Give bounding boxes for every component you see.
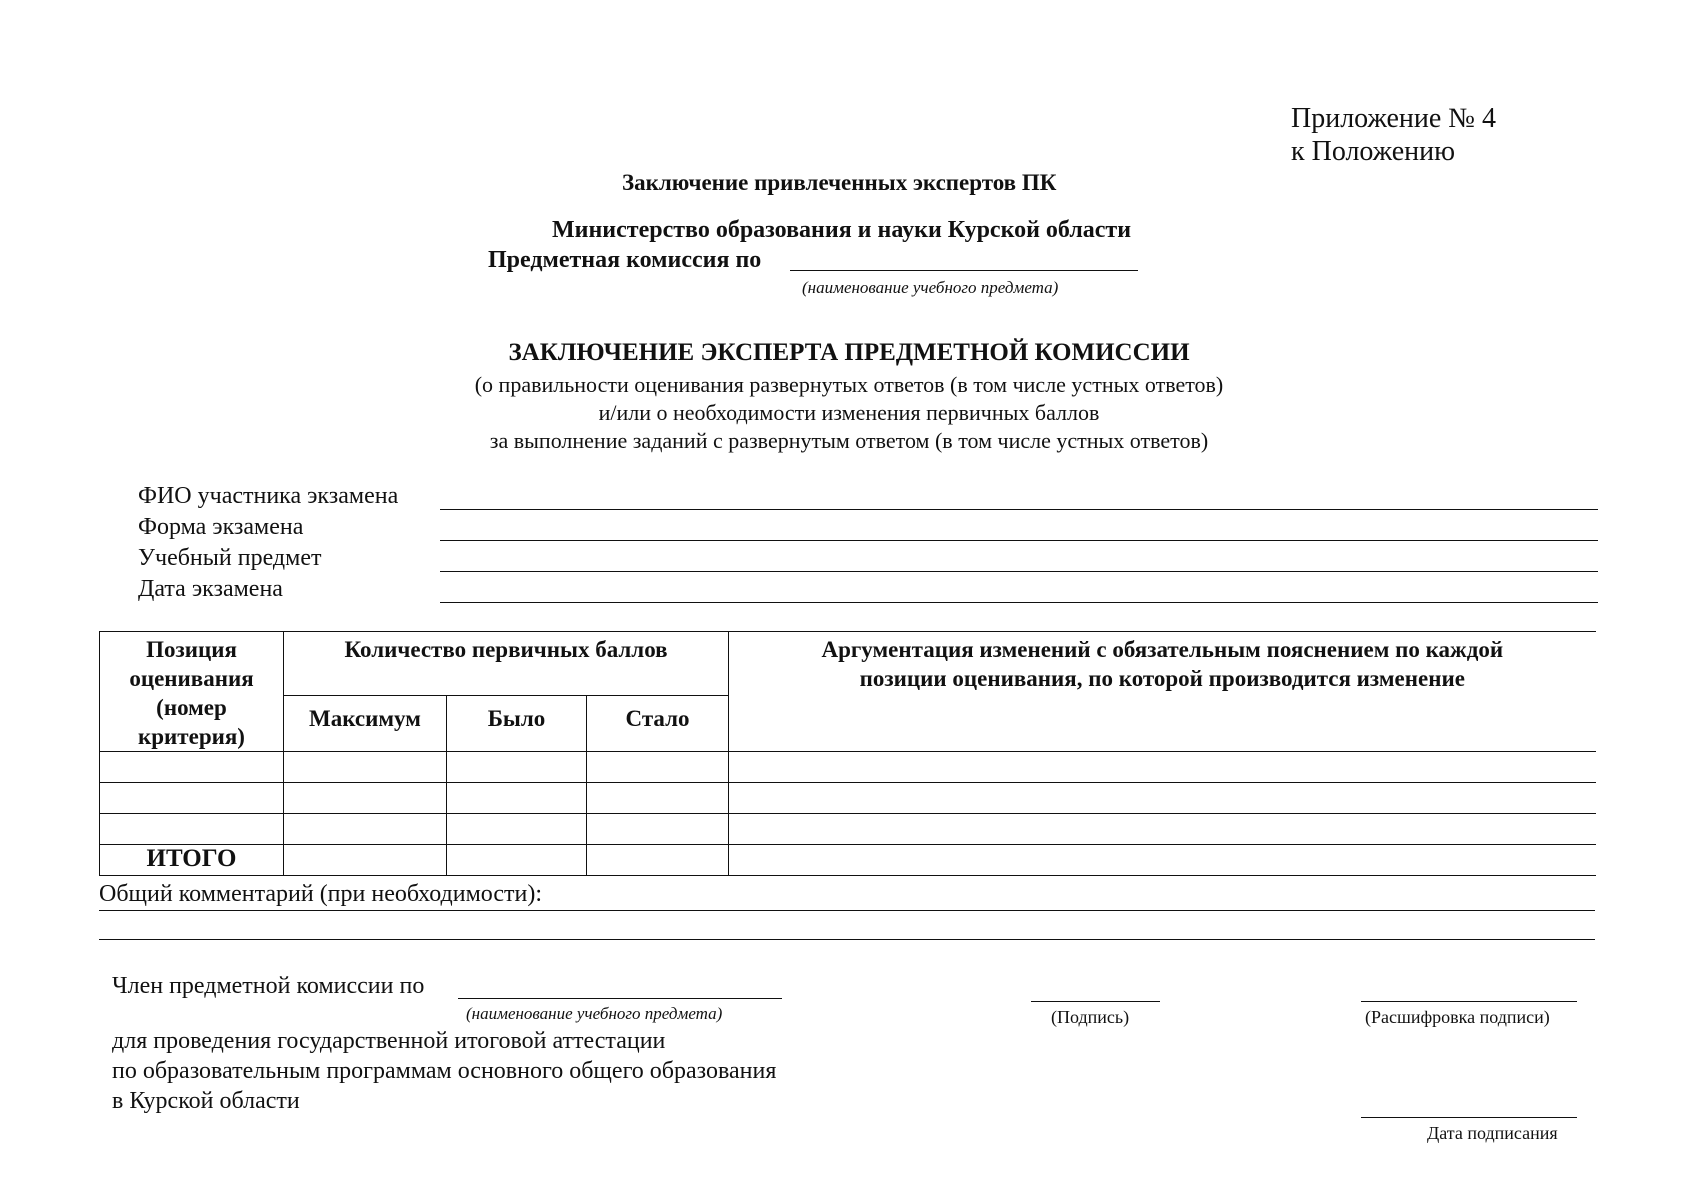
field-line-fio[interactable] [440,509,1598,510]
cell-max[interactable] [284,814,447,845]
comment-line-2[interactable] [99,939,1595,940]
field-line-date[interactable] [440,602,1598,603]
table-row [100,814,1596,845]
appendix-line2: к Положению [1291,136,1456,167]
col-position-header: Позиция оценивания (номер критерия) [100,632,284,752]
subject-caption: (наименование учебного предмета) [802,278,1059,297]
field-line-subject[interactable] [440,571,1598,572]
cell-total-max[interactable] [284,845,447,876]
ministry-title: Министерство образования и науки Курской области [552,217,1132,243]
table-row [100,783,1596,814]
cell-max[interactable] [284,752,447,783]
field-line-form[interactable] [440,540,1598,541]
col-argument-header: Аргументация изменений с обязательным пояснением по каждой позиции оценивания, по которой производится изменение [729,632,1596,752]
appendix-note [1291,102,1496,168]
scores-table [99,631,1596,876]
cell-was[interactable] [447,814,587,845]
member-subject-caption: (наименование учебного предмета) [466,1004,723,1023]
member-line4: в Курской области [112,1088,300,1114]
cell-now[interactable] [587,752,729,783]
col-max-header: Максимум [284,696,447,752]
main-subtitle-1: (о правильности оценивания развернутых ответов (в том числе устных ответов) [474,372,1224,397]
signature-caption: (Подпись) [1051,1007,1130,1027]
decode-line[interactable] [1361,1001,1577,1002]
main-heading: ЗАКЛЮЧЕНИЕ ЭКСПЕРТА ПРЕДМЕТНОЙ КОМИССИИ [508,339,1190,366]
member-line3: по образовательным программам основного общего образования [112,1058,777,1084]
col-now-header: Стало [587,696,729,752]
member-subject-line[interactable] [458,998,782,999]
cell-total-was[interactable] [447,845,587,876]
cell-now[interactable] [587,814,729,845]
member-line2: для проведения государственной итоговой аттестации [112,1028,666,1054]
field-label-fio: ФИО участника экзамена [138,483,399,509]
member-label: Член предметной комиссии по [112,973,425,999]
cell-argument[interactable] [729,752,1596,783]
cell-total-argument[interactable] [729,845,1596,876]
col-points-header: Количество первичных баллов [284,632,729,696]
cell-now[interactable] [587,783,729,814]
col-was-header: Было [447,696,587,752]
cell-was[interactable] [447,783,587,814]
cell-argument[interactable] [729,783,1596,814]
commission-label: Предметная комиссия по [488,247,762,273]
main-subtitle-2: и/или о необходимости изменения первичных баллов [598,400,1100,425]
comment-line-1[interactable] [99,910,1595,911]
main-subtitle-3: за выполнение заданий с развернутым ответом (в том числе устных ответов) [489,428,1209,453]
decode-caption: (Расшифровка подписи) [1365,1007,1550,1027]
cell-total-now[interactable] [587,845,729,876]
field-label-date: Дата экзамена [138,576,283,602]
cell-was[interactable] [447,752,587,783]
table-row-total [100,845,1596,876]
cell-argument[interactable] [729,814,1596,845]
date-line[interactable] [1361,1117,1577,1118]
cell-position[interactable] [100,814,284,845]
subject-line[interactable] [790,270,1138,271]
date-caption: Дата подписания [1427,1123,1558,1143]
cell-position[interactable] [100,783,284,814]
total-label: ИТОГО [100,845,284,876]
comment-label: Общий комментарий (при необходимости): [99,881,543,907]
cell-max[interactable] [284,783,447,814]
table-row [100,752,1596,783]
page-title: Заключение привлеченных экспертов ПК [622,170,1057,195]
field-label-subject: Учебный предмет [138,545,322,571]
field-label-form: Форма экзамена [138,514,304,540]
signature-line[interactable] [1031,1001,1160,1002]
appendix-line1: Приложение № 4 [1291,103,1496,134]
cell-position[interactable] [100,752,284,783]
